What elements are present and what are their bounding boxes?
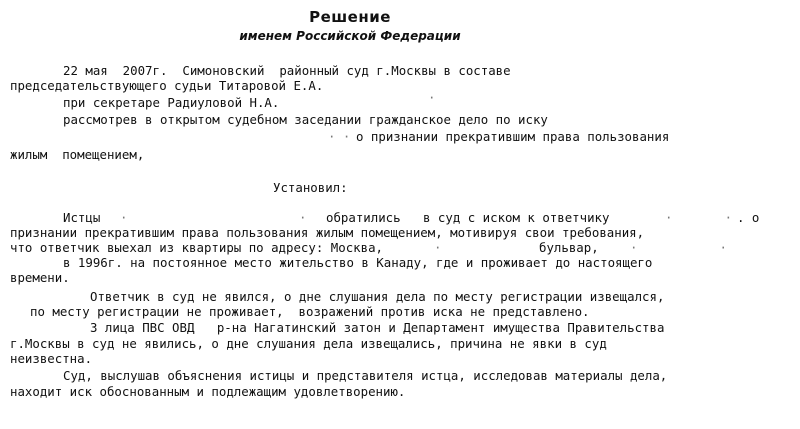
text-line: . о xyxy=(737,210,760,225)
text-line: находит иск обоснованным и подлежащим удовлетворению. xyxy=(10,384,406,399)
text-line: о признании прекратившим права пользования xyxy=(356,129,670,144)
redaction-mark: · · xyxy=(120,210,307,225)
text-line: при секретаре Радиуловой Н.А. xyxy=(63,95,280,110)
text-line: Ответчик в суд не явился, о дне слушания дела по месту регистрации извещался, xyxy=(90,289,665,304)
redaction-mark: · · xyxy=(630,240,727,255)
text-line: по месту регистрации не проживает, возражений против иска не представлено. xyxy=(30,304,590,319)
document-title: Решение xyxy=(309,8,391,26)
redaction-mark: · · xyxy=(328,129,351,144)
section-heading: Установил: xyxy=(273,180,348,195)
document-subtitle: именем Российской Федерации xyxy=(239,29,461,43)
text-line: бульвар, xyxy=(539,240,599,255)
text-line: жилым помещением, xyxy=(10,147,145,162)
text-line: 22 мая 2007г. Симоновский районный суд г.Москвы в составе xyxy=(63,63,511,78)
text-line: времени. xyxy=(10,270,70,285)
text-line: Суд, выслушав объяснения истицы и представителя истца, исследовав материалы дела, xyxy=(63,368,668,383)
text-line: Истцы xyxy=(63,210,101,225)
text-line: неизвестна. xyxy=(10,351,93,366)
text-line: в 1996г. на постоянное место жительство в Канаду, где и проживает до настоящего xyxy=(63,255,653,270)
text-line: 3 лица ПВС ОВД р-на Нагатинский затон и Департамент имущества Правительства xyxy=(90,320,665,335)
text-line: признании прекратившим права пользования жилым помещением, мотивируя свои требования, xyxy=(10,225,645,240)
text-line: председательствующего судьи Титаровой Е.А. xyxy=(10,78,324,93)
redaction-mark: · xyxy=(428,90,436,105)
text-line: что ответчик выехал из квартиры по адресу: Москва, xyxy=(10,240,383,255)
text-line: г.Москвы в суд не явились, о дне слушания дела извещались, причина не явки в суд xyxy=(10,336,607,351)
text-line: рассмотрев в открытом судебном заседании гражданское дело по иску xyxy=(63,112,548,127)
text-line: обратились в суд с иском к ответчику xyxy=(326,210,610,225)
redaction-mark: · · xyxy=(665,210,733,225)
redaction-mark: · xyxy=(434,240,442,255)
